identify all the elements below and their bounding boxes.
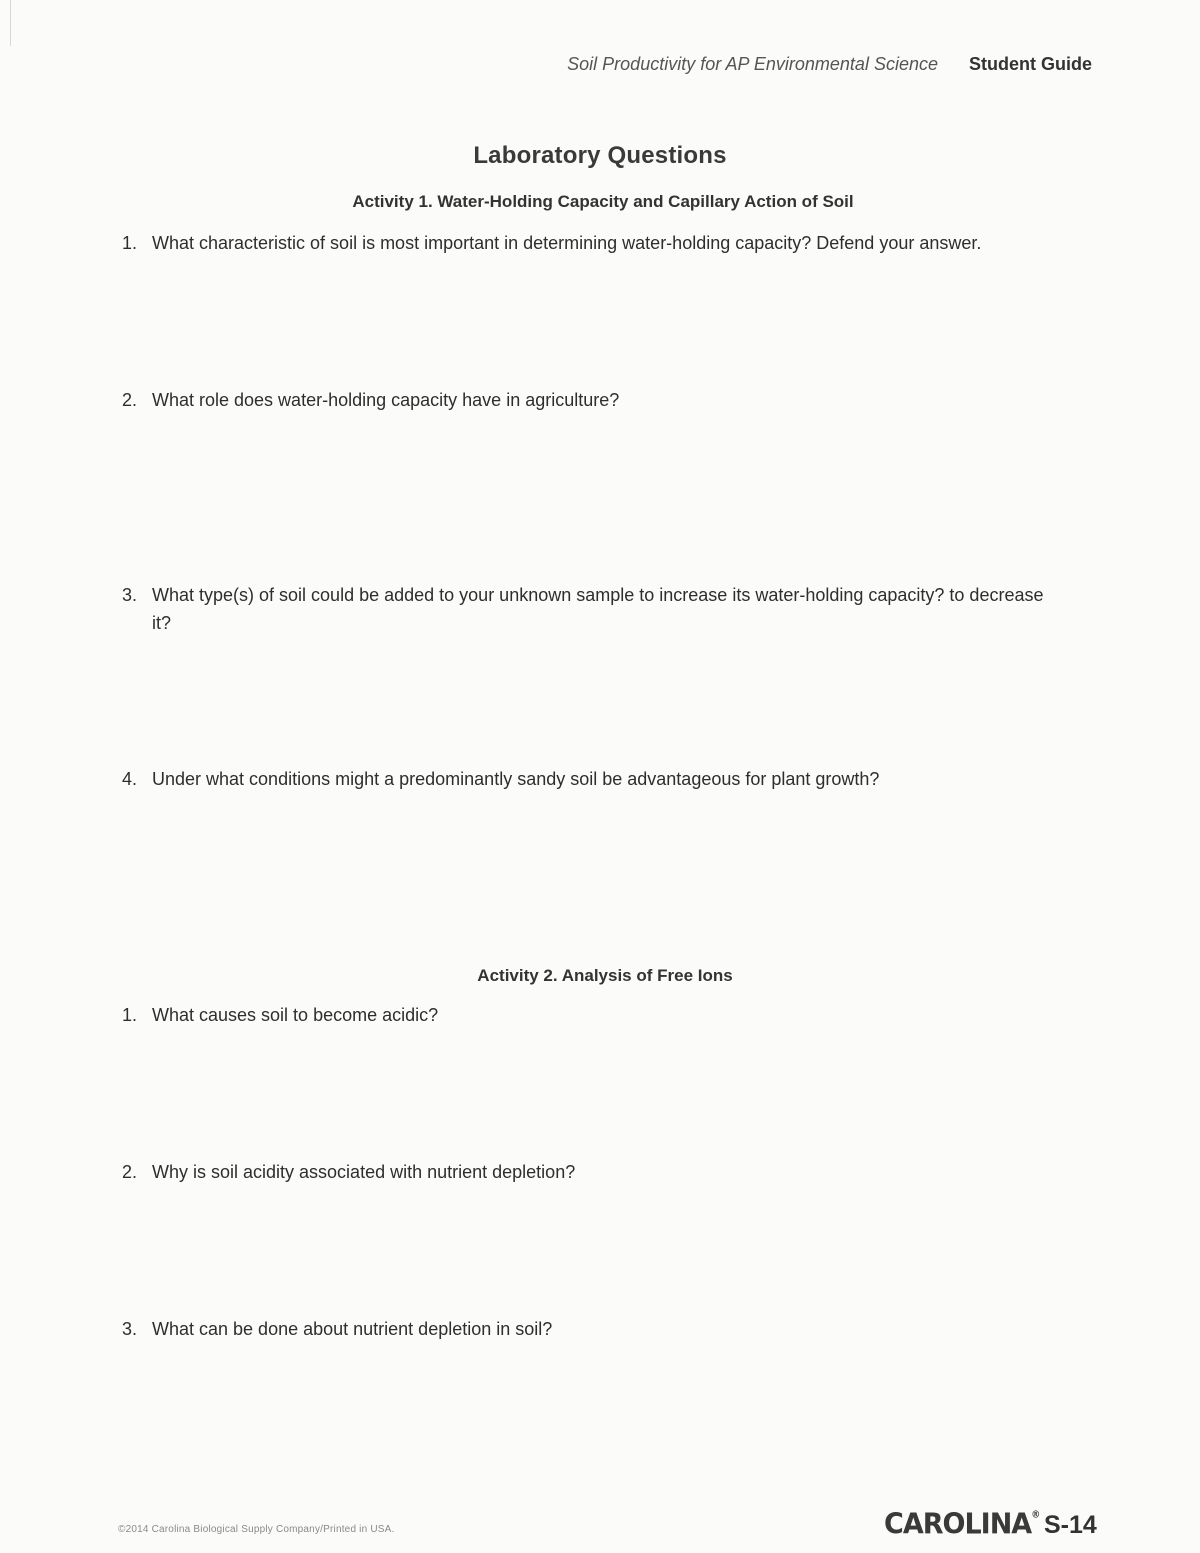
activity-2-question-2 [122, 1158, 1082, 1186]
running-header [567, 54, 1092, 75]
question-text: What causes soil to become acidic? [152, 1005, 439, 1025]
activity-1-heading: Activity 1. Water-Holding Capacity and Capillary Action of Soil [352, 192, 854, 211]
activity-1-question-3 [122, 581, 1067, 637]
page-number: S-14 [1044, 1511, 1097, 1539]
scan-edge-mark [10, 0, 11, 46]
carolina-logo [884, 1508, 1040, 1541]
page-title: Laboratory Questions [473, 142, 727, 169]
footer-copyright: ©2014 Carolina Biological Supply Company/Printed in USA. [118, 1524, 395, 1535]
question-text: What role does water-holding capacity have in agriculture? [152, 390, 620, 410]
question-number: 2. [122, 390, 138, 410]
question-number: 1. [122, 233, 138, 253]
activity-2-heading: Activity 2. Analysis of Free Ions [477, 966, 733, 985]
header-subtitle: Soil Productivity for AP Environmental Science [567, 54, 938, 74]
question-text: What characteristic of soil is most important in determining water-holding capacity? Defend your answer. [152, 233, 982, 253]
question-number: 2. [122, 1162, 138, 1182]
activity-2-question-1 [122, 1001, 1082, 1029]
registered-mark: ® [1031, 1510, 1041, 1521]
question-text: What type(s) of soil could be added to your unknown sample to increase its water-holding capacity? to decrease it? [152, 585, 1044, 633]
question-text: Why is soil acidity associated with nutrient depletion? [152, 1162, 576, 1182]
header-guide-label: Student Guide [969, 54, 1092, 74]
logo-wordmark: CAROLINA [884, 1508, 1032, 1541]
question-text: Under what conditions might a predominantly sandy soil be advantageous for plant growth? [152, 769, 880, 789]
activity-2-question-3 [122, 1315, 1082, 1343]
activity-1-question-1 [122, 229, 1082, 257]
question-number: 1. [122, 1005, 138, 1025]
question-number: 4. [122, 769, 138, 789]
question-number: 3. [122, 585, 138, 605]
activity-1-question-4 [122, 765, 1082, 793]
question-number: 3. [122, 1319, 138, 1339]
question-text: What can be done about nutrient depletion in soil? [152, 1319, 553, 1339]
activity-1-question-2 [122, 386, 1082, 414]
